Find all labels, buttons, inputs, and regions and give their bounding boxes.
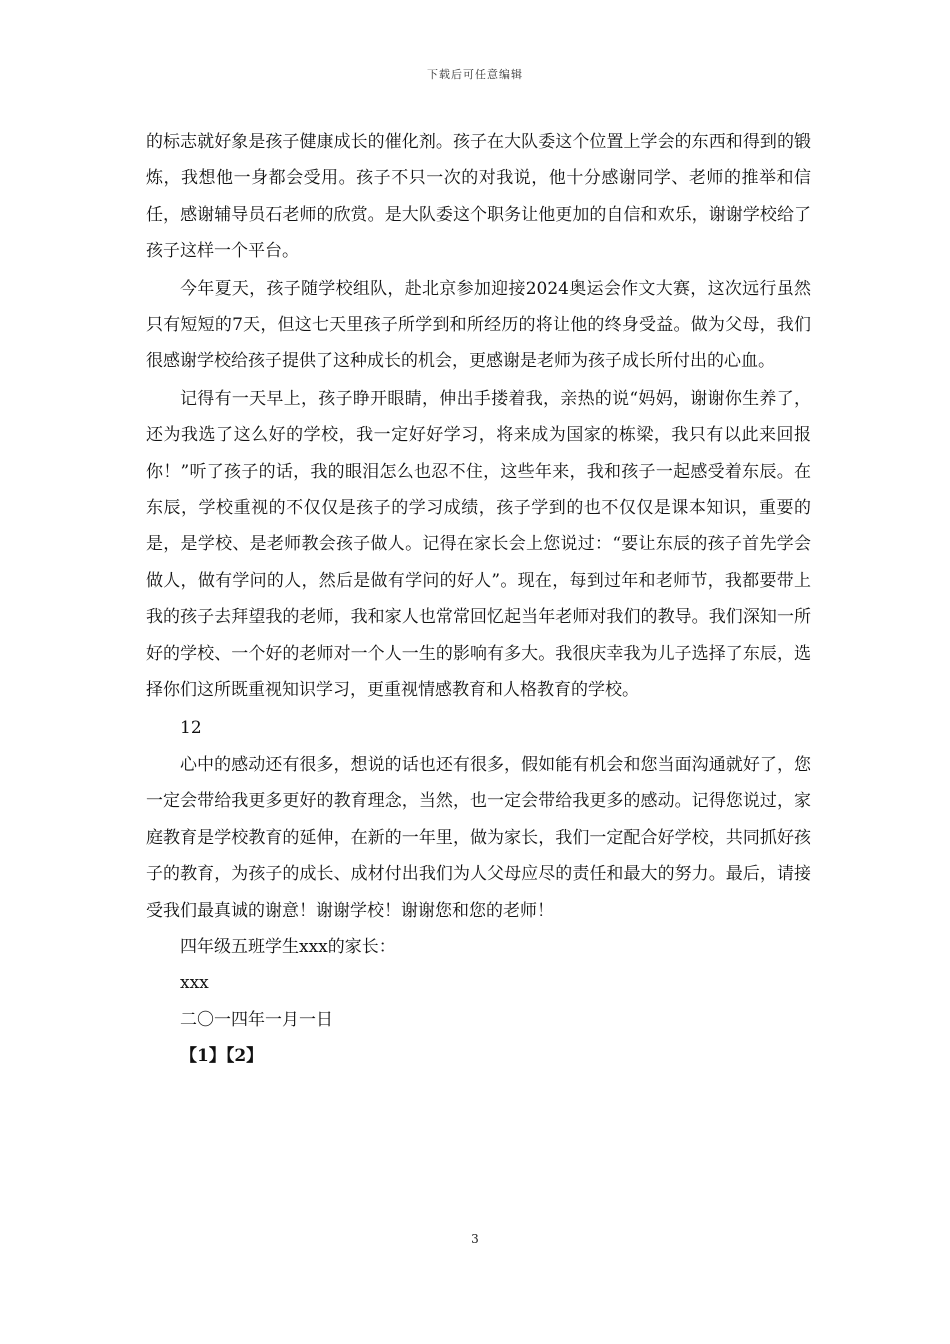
paragraph-1: 的标志就好象是孩子健康成长的催化剂。孩子在大队委这个位置上学会的东西和得到的锻炼，我想他一身都会受用。孩子不只一次的对我说，他十分感谢同学、老师的推举和信任，感谢辅导员石老师的欣赏。是大队委这个职务让他更加的自信和欢乐，谢谢学校给了孩子这样一个平台。 — [146, 132, 811, 262]
page-links[interactable]: 【1】【2】 — [180, 1046, 264, 1067]
document-body — [146, 124, 811, 1075]
signature-class-parent: 四年级五班学生xxx的家长： — [180, 936, 396, 957]
page-header: 下载后可任意编辑 — [427, 68, 523, 81]
paragraph-3: 记得有一天早上，孩子睁开眼睛，伸出手搂着我，亲热的说“妈妈，谢谢你生养了，还为我选了这么好的学校，我一定好好学习，将来成为国家的栋梁，我只有以此来回报你！”听了孩子的话，我的眼泪怎么也忍不住，这些年来，我和孩子一起感受着东辰。在东辰，学校重视的不仅仅是孩子的学习成绩，孩子学到的也不仅仅是课本知识，重要的是，是学校、是老师教会孩子做人。记得在家长会上您说过：“要让东辰的孩子首先学会做人，做有学问的人，然后是做有学问的好人”。现在，每到过年和老师节，我都要带上我的孩子去拜望我的老师，我和家人也常常回忆起当年老师对我们的教导。我们深知一所好的学校、一个好的老师对一个人一生的影响有多大。我很庆幸我为儿子选择了东辰，选择你们这所既重视知识学习，更重视情感教育和人格教育的学校。 — [146, 388, 811, 701]
paragraph-4: 心中的感动还有很多，想说的话也还有很多，假如能有机会和您当面沟通就好了，您一定会带给我更多更好的教育理念，当然，也一定会带给我更多的感动。记得您说过，家庭教育是学校教育的延伸，在新的一年里，做为家长，我们一定配合好学校，共同抓好孩子的教育，为孩子的成长、成材付出我们为人父母应尽的责任和最大的努力。最后，请接受我们最真诚的谢意！谢谢学校！谢谢您和您的老师！ — [146, 754, 811, 921]
paragraph-number: 12 — [180, 717, 202, 738]
signature-name: xxx — [180, 973, 209, 994]
page-number: 3 — [471, 1232, 479, 1246]
signature-date: 二〇一四年一月一日 — [180, 1009, 333, 1030]
paragraph-2: 今年夏天，孩子随学校组队，赴北京参加迎接2024奥运会作文大赛，这次远行虽然只有短短的7天，但这七天里孩子所学到和所经历的将让他的终身受益。做为父母，我们很感谢学校给孩子提供了这种成长的机会，更感谢是老师为孩子成长所付出的心血。 — [146, 278, 811, 372]
